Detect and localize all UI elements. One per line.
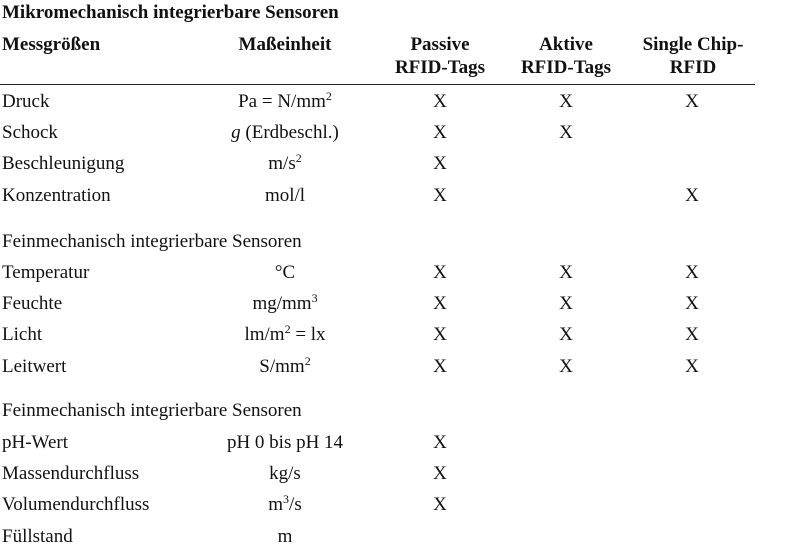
cell-single-chip: X [685, 293, 699, 314]
cell-masseinheit [200, 291, 370, 317]
header-aktive-rfid [506, 33, 626, 79]
unit-text: m/s [268, 153, 296, 174]
cell-single-chip: X [685, 324, 699, 345]
cell-masseinheit [200, 322, 370, 348]
unit-text: mol/l [264, 185, 306, 206]
cell-masseinheit [200, 120, 370, 146]
cell-masseinheit [200, 430, 370, 456]
table-row [0, 120, 800, 146]
unit-exponent: 2 [325, 89, 332, 103]
unit-exponent: 3 [283, 492, 290, 506]
table-header [0, 33, 800, 81]
table-row [0, 524, 800, 550]
cell-passive: X [433, 262, 447, 283]
header-passive-line2: RFID-Tags [394, 57, 486, 78]
cell-passive: X [433, 494, 447, 515]
table-row [0, 461, 800, 487]
header-aktive-line2: RFID-Tags [520, 57, 612, 78]
cell-messgroesse: Massendurchfluss [2, 463, 140, 484]
cell-messgroesse: Leitwert [2, 356, 67, 377]
cell-messgroesse: pH-Wert [2, 432, 68, 453]
cell-messgroesse: Druck [2, 91, 50, 112]
cell-masseinheit [200, 260, 370, 286]
unit-exponent: 2 [295, 151, 302, 165]
cell-masseinheit [200, 151, 370, 177]
table-row [0, 183, 800, 209]
cell-passive: X [433, 185, 447, 206]
cell-single-chip: X [685, 91, 699, 112]
cell-aktive: X [559, 324, 573, 345]
section-heading: Feinmechanisch integrierbare Sensoren [2, 400, 302, 421]
cell-masseinheit [200, 89, 370, 115]
cell-messgroesse: Volumendurchfluss [2, 494, 150, 515]
header-passive-line1: Passive [410, 34, 470, 55]
cell-passive: X [433, 432, 447, 453]
header-messgroessen: Messgrößen [2, 34, 101, 55]
cell-aktive: X [559, 91, 573, 112]
header-single-chip-rfid [626, 33, 760, 79]
table-row [0, 354, 800, 380]
cell-aktive: X [559, 262, 573, 283]
unit-text: mg/mm [252, 293, 312, 314]
unit-exponent: 2 [284, 322, 291, 336]
header-masseinheit: Maßeinheit [238, 34, 332, 55]
unit-text: pH 0 bis pH 14 [226, 432, 344, 453]
unit-text: lm/m [244, 324, 285, 345]
cell-messgroesse: Schock [2, 122, 58, 143]
unit-text: m [268, 494, 284, 515]
unit-text: kg/s [269, 463, 301, 484]
cell-passive: X [433, 153, 447, 174]
table-row [0, 322, 800, 348]
cell-aktive: X [559, 122, 573, 143]
cell-masseinheit [200, 354, 370, 380]
unit-text: °C [274, 262, 296, 283]
unit-italic: g [231, 122, 241, 143]
table-row [0, 430, 800, 456]
table-row [0, 89, 800, 115]
unit-text: m [277, 526, 293, 547]
cell-single-chip: X [685, 356, 699, 377]
cell-messgroesse: Konzentration [2, 185, 111, 206]
unit-suffix: /s [289, 494, 302, 515]
table-row [0, 291, 800, 317]
cell-messgroesse: Füllstand [2, 526, 73, 547]
unit-text: S/mm [259, 356, 305, 377]
cell-messgroesse: Temperatur [2, 262, 90, 283]
header-aktive-line1: Aktive [539, 34, 593, 55]
unit-suffix: = lx [290, 324, 326, 345]
header-divider [0, 84, 755, 85]
cell-passive: X [433, 463, 447, 484]
cell-masseinheit [200, 183, 370, 209]
section-heading: Feinmechanisch integrierbare Sensoren [2, 231, 302, 252]
cell-masseinheit [200, 524, 370, 550]
header-single-line1: Single Chip- [642, 34, 744, 55]
cell-masseinheit [200, 492, 370, 518]
cell-messgroesse: Beschleunigung [2, 153, 125, 174]
cell-single-chip: X [685, 262, 699, 283]
cell-messgroesse: Feuchte [2, 293, 63, 314]
unit-exponent: 2 [304, 354, 311, 368]
unit-text: Pa = N/mm [238, 91, 326, 112]
cell-aktive: X [559, 293, 573, 314]
header-passive-rfid [380, 33, 500, 79]
table-row [0, 492, 800, 518]
unit-exponent: 3 [311, 291, 318, 305]
unit-suffix: (Erdbeschl.) [240, 122, 339, 143]
table-row [0, 260, 800, 286]
table-title: Mikromechanisch integrierbare Sensoren [2, 2, 339, 23]
cell-passive: X [433, 91, 447, 112]
cell-messgroesse: Licht [2, 324, 43, 345]
header-single-line2: RFID [669, 57, 717, 78]
cell-masseinheit [200, 461, 370, 487]
cell-single-chip: X [685, 185, 699, 206]
cell-passive: X [433, 324, 447, 345]
cell-passive: X [433, 293, 447, 314]
cell-passive: X [433, 122, 447, 143]
cell-aktive: X [559, 356, 573, 377]
table-row [0, 151, 800, 177]
cell-passive: X [433, 356, 447, 377]
